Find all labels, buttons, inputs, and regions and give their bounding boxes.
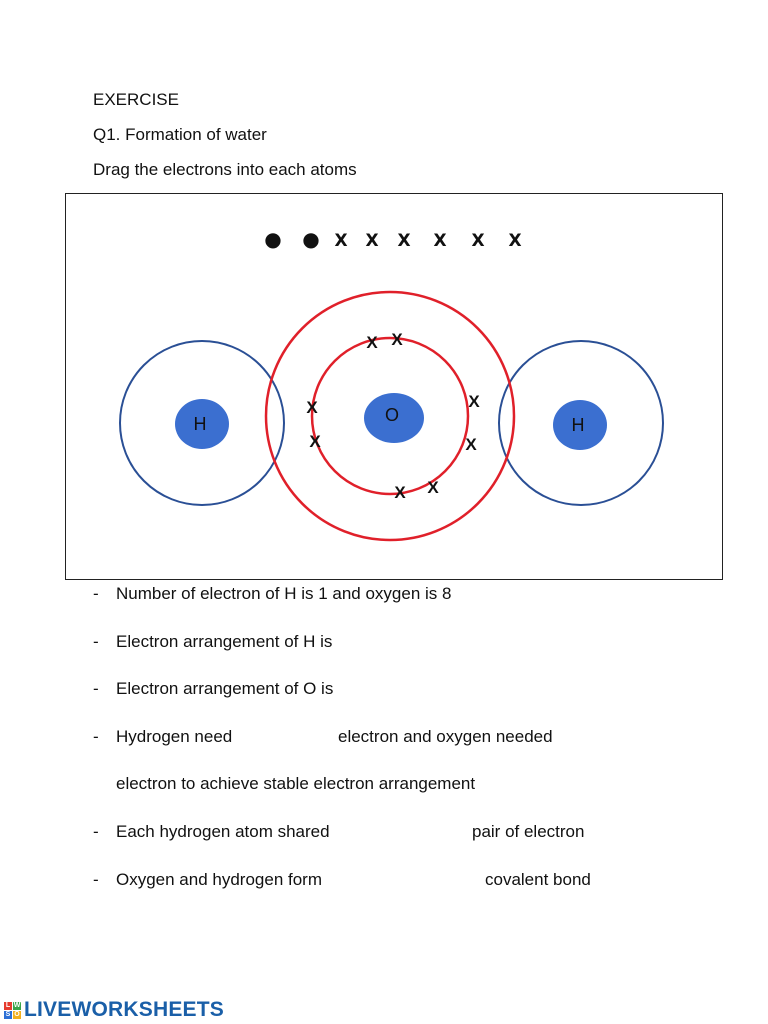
answer-blank-oxygen-need[interactable] (582, 725, 682, 747)
list-dash: - (93, 584, 99, 603)
draggable-electron-dot[interactable]: ● (264, 227, 282, 251)
draggable-electron-cross[interactable]: X (433, 231, 447, 251)
question-line-5a: Each hydrogen atom shared (116, 822, 330, 841)
exercise-heading: EXERCISE (93, 90, 179, 109)
electron-cross[interactable]: X (468, 392, 480, 411)
question-line-2: Electron arrangement of H is (116, 632, 333, 651)
question-line-1: Number of electron of H is 1 and oxygen is 8 (116, 584, 452, 603)
list-dash: - (93, 727, 99, 746)
brand-name: LIVEWORKSHEETS (24, 998, 224, 1021)
instruction-text: Drag the electrons into each atoms (93, 160, 357, 179)
logo-icon (4, 1002, 21, 1019)
hydrogen-right-label: H (571, 415, 585, 435)
water-formation-diagram (65, 193, 723, 580)
electron-cross[interactable]: X (306, 398, 318, 417)
list-dash: - (93, 870, 99, 889)
question-line-6b: covalent bond (485, 870, 591, 889)
electron-cross[interactable]: X (465, 435, 477, 454)
list-dash: - (93, 632, 99, 651)
question-line-3: Electron arrangement of O is (116, 679, 334, 698)
draggable-electron-cross[interactable]: X (471, 231, 485, 251)
answer-blank-hydrogen-need[interactable] (250, 725, 332, 747)
electron-tray (264, 227, 521, 251)
answer-blank-o-arrangement[interactable] (362, 677, 522, 699)
oxygen-label: O (384, 405, 400, 425)
question-line-4a: Hydrogen need (116, 727, 233, 746)
draggable-electron-cross[interactable]: X (334, 231, 348, 251)
question-title: Q1. Formation of water (93, 125, 267, 144)
logo-letter: S (5, 1010, 11, 1018)
hydrogen-left-label: H (193, 414, 207, 434)
answer-blank-bond-type[interactable] (350, 868, 478, 890)
answer-blank-h-arrangement[interactable] (362, 630, 522, 652)
question-line-6a: Oxygen and hydrogen form (116, 870, 323, 889)
question-line-4b: electron and oxygen needed (338, 727, 553, 746)
list-dash: - (93, 679, 99, 698)
list-dash: - (93, 822, 99, 841)
electron-cross[interactable]: X (366, 333, 378, 352)
draggable-electron-cross[interactable]: X (397, 231, 411, 251)
logo-letter: W (13, 1001, 21, 1009)
question-line-4c: electron to achieve stable electron arrangement (116, 774, 476, 793)
logo-letter: O (14, 1010, 20, 1018)
draggable-electron-cross[interactable]: X (365, 231, 379, 251)
electron-cross[interactable]: X (427, 478, 439, 497)
liveworksheets-logo (4, 998, 224, 1022)
logo-letter: L (5, 1001, 11, 1009)
electron-cross[interactable]: X (309, 432, 321, 451)
diagram-canvas (66, 194, 724, 581)
electron-cross[interactable]: X (394, 483, 406, 502)
question-line-5b: pair of electron (472, 822, 585, 841)
draggable-electron-cross[interactable]: X (508, 231, 522, 251)
draggable-electron-dot[interactable]: ● (302, 227, 320, 251)
answer-blank-shared-pairs[interactable] (356, 820, 466, 842)
electron-cross[interactable]: X (391, 330, 403, 349)
